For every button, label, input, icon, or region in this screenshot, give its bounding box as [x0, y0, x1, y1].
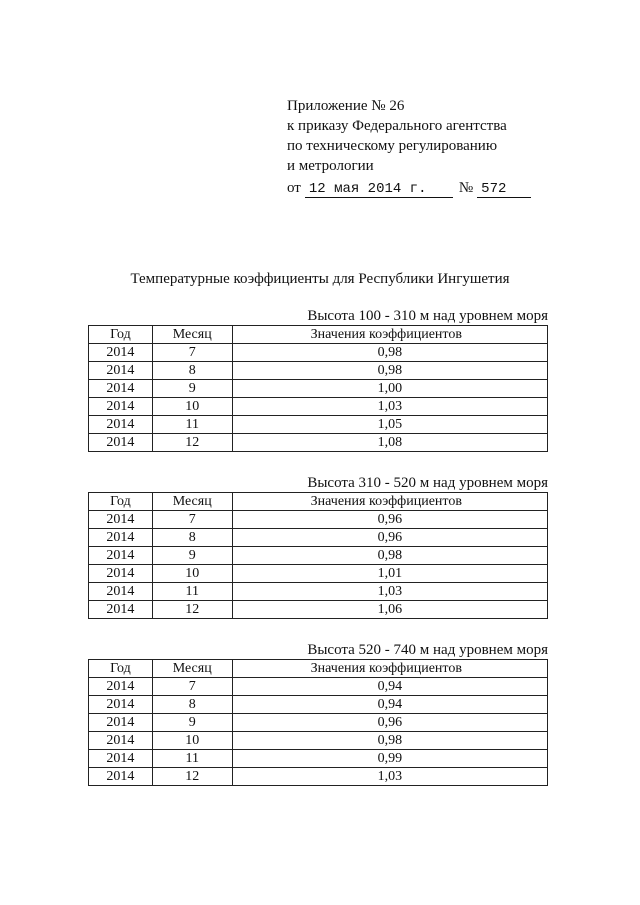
- month-cell: 8: [152, 696, 232, 714]
- year-cell: 2014: [89, 434, 153, 452]
- value-cell: 1,03: [232, 398, 547, 416]
- document-title: Температурные коэффициенты для Республики Ингушетия: [130, 271, 510, 287]
- month-cell: 11: [152, 416, 232, 434]
- year-column-header: Год: [89, 660, 153, 678]
- table-row: [89, 678, 548, 696]
- value-cell: 0,98: [232, 732, 547, 750]
- month-cell: 8: [152, 362, 232, 380]
- month-cell: 9: [152, 547, 232, 565]
- order-reference-line-2: по техническому регулированию: [287, 138, 498, 154]
- altitude-label: Высота 100 - 310 м над уровнем моря: [307, 308, 548, 324]
- table-row: [89, 398, 548, 416]
- month-cell: 8: [152, 529, 232, 547]
- year-cell: 2014: [89, 511, 153, 529]
- value-cell: 1,03: [232, 583, 547, 601]
- value-cell: 1,03: [232, 768, 547, 786]
- value-cell: 0,94: [232, 696, 547, 714]
- number-sign: №: [458, 180, 474, 196]
- value-column-header: Значения коэффициентов: [232, 326, 547, 344]
- order-reference-line-1: к приказу Федерального агентства: [287, 118, 507, 134]
- coefficients-table: [88, 325, 548, 452]
- month-cell: 9: [152, 714, 232, 732]
- year-cell: 2014: [89, 344, 153, 362]
- altitude-label: Высота 520 - 740 м над уровнем моря: [307, 642, 548, 658]
- month-cell: 11: [152, 583, 232, 601]
- altitude-section-1: [88, 307, 548, 452]
- month-column-header: Месяц: [152, 326, 232, 344]
- value-cell: 0,96: [232, 529, 547, 547]
- table-row: [89, 362, 548, 380]
- year-cell: 2014: [89, 547, 153, 565]
- year-cell: 2014: [89, 416, 153, 434]
- appendix-header: [287, 96, 531, 198]
- year-cell: 2014: [89, 565, 153, 583]
- month-column-header: Месяц: [152, 660, 232, 678]
- table-row: [89, 601, 548, 619]
- value-cell: 0,94: [232, 678, 547, 696]
- year-column-header: Год: [89, 493, 153, 511]
- month-cell: 7: [152, 344, 232, 362]
- value-cell: 1,01: [232, 565, 547, 583]
- value-cell: 0,98: [232, 362, 547, 380]
- table-row: [89, 511, 548, 529]
- table-row: [89, 529, 548, 547]
- value-cell: 0,99: [232, 750, 547, 768]
- month-cell: 10: [152, 732, 232, 750]
- year-cell: 2014: [89, 529, 153, 547]
- value-cell: 1,06: [232, 601, 547, 619]
- table-row: [89, 344, 548, 362]
- month-cell: 11: [152, 750, 232, 768]
- month-column-header: Месяц: [152, 493, 232, 511]
- order-reference-line-3: и метрологии: [287, 158, 374, 174]
- value-cell: 1,00: [232, 380, 547, 398]
- month-cell: 12: [152, 768, 232, 786]
- month-cell: 12: [152, 601, 232, 619]
- month-cell: 10: [152, 398, 232, 416]
- table-row: [89, 750, 548, 768]
- month-cell: 10: [152, 565, 232, 583]
- year-cell: 2014: [89, 732, 153, 750]
- month-cell: 9: [152, 380, 232, 398]
- value-cell: 0,98: [232, 344, 547, 362]
- year-cell: 2014: [89, 768, 153, 786]
- table-header-row: [89, 326, 548, 344]
- coefficients-table: [88, 492, 548, 619]
- value-column-header: Значения коэффициентов: [232, 493, 547, 511]
- from-label: от: [287, 180, 301, 196]
- month-cell: 7: [152, 511, 232, 529]
- table-row: [89, 714, 548, 732]
- table-row: [89, 696, 548, 714]
- altitude-section-2: [88, 474, 548, 619]
- table-row: [89, 565, 548, 583]
- table-row: [89, 416, 548, 434]
- table-row: [89, 434, 548, 452]
- year-cell: 2014: [89, 601, 153, 619]
- table-row: [89, 583, 548, 601]
- year-cell: 2014: [89, 696, 153, 714]
- table-header-row: [89, 493, 548, 511]
- year-cell: 2014: [89, 398, 153, 416]
- year-cell: 2014: [89, 678, 153, 696]
- coefficients-table: [88, 659, 548, 786]
- month-cell: 12: [152, 434, 232, 452]
- year-cell: 2014: [89, 583, 153, 601]
- value-cell: 1,05: [232, 416, 547, 434]
- year-cell: 2014: [89, 714, 153, 732]
- value-cell: 0,96: [232, 511, 547, 529]
- year-cell: 2014: [89, 750, 153, 768]
- year-cell: 2014: [89, 380, 153, 398]
- altitude-label: Высота 310 - 520 м над уровнем моря: [307, 475, 548, 491]
- value-cell: 0,96: [232, 714, 547, 732]
- year-cell: 2014: [89, 362, 153, 380]
- table-row: [89, 547, 548, 565]
- month-cell: 7: [152, 678, 232, 696]
- order-date-number-line: [287, 178, 531, 198]
- altitude-section-3: [88, 641, 548, 786]
- year-column-header: Год: [89, 326, 153, 344]
- table-header-row: [89, 660, 548, 678]
- value-cell: 1,08: [232, 434, 547, 452]
- value-cell: 0,98: [232, 547, 547, 565]
- table-row: [89, 768, 548, 786]
- appendix-number: Приложение № 26: [287, 98, 405, 114]
- table-row: [89, 732, 548, 750]
- order-date: 12 мая 2014 г.: [305, 181, 453, 198]
- value-column-header: Значения коэффициентов: [232, 660, 547, 678]
- table-row: [89, 380, 548, 398]
- order-number: 572: [477, 181, 531, 198]
